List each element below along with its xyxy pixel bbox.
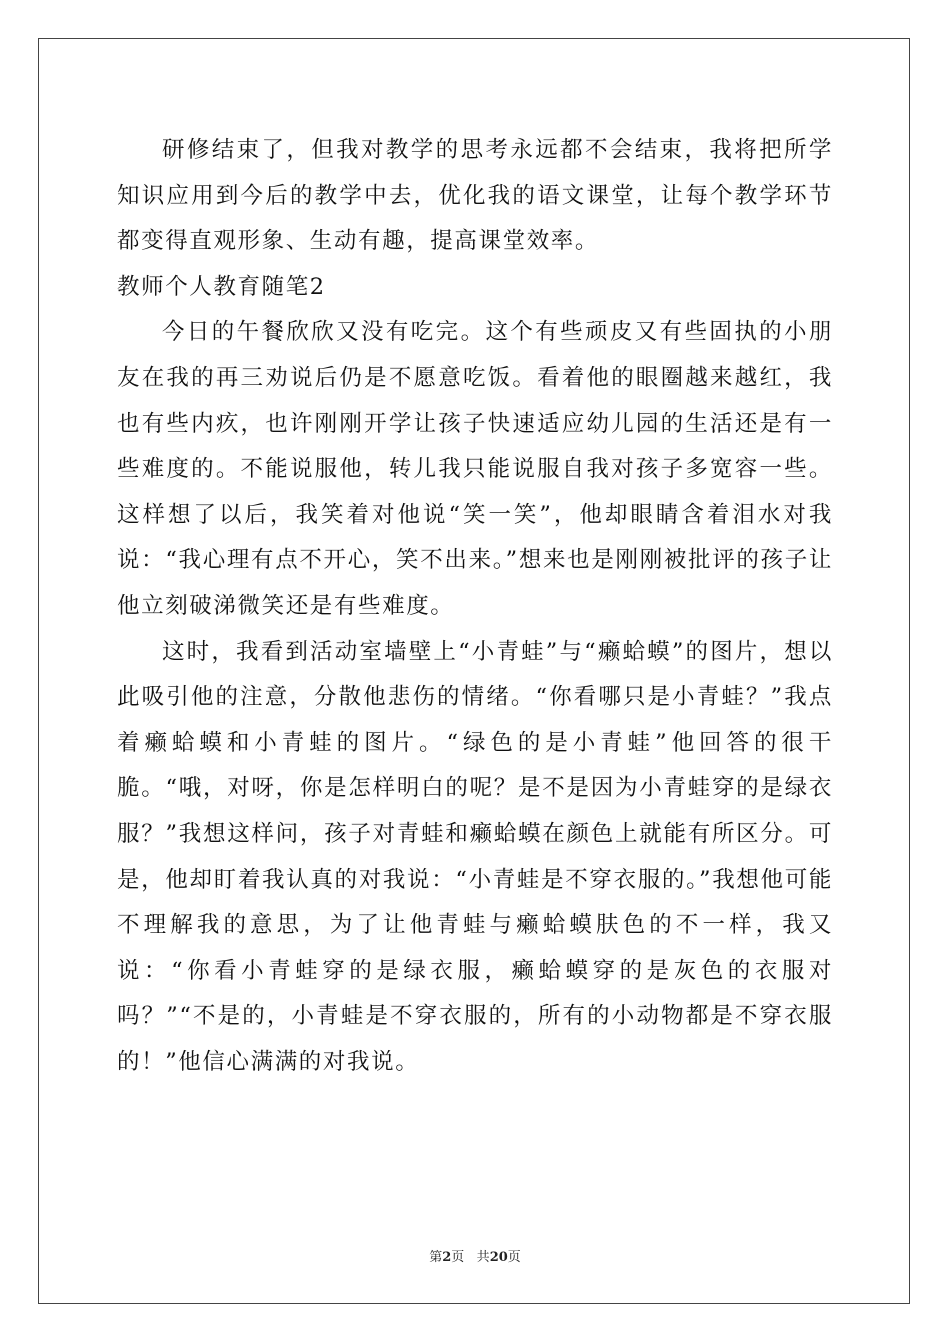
paragraph-1: 研修结束了，但我对教学的思考永远都不会结束，我将把所学知识应用到今后的教学中去，优化我的语文课堂，让每个教学环节都变得直观形象、生动有趣，提高课堂效率。	[117, 137, 833, 255]
paragraph-2: 今日的午餐欣欣又没有吃完。这个有些顽皮又有些固执的小朋友在我的再三劝说后仍是不愿意吃饭。看着他的眼圈越来越红，我也有些内疚，也许刚刚开学让孩子快速适应幼儿园的生活还是有一些难度的。不能说服他，转儿我只能说服自我对孩子多宽容一些。这样想了以后，我笑着对他说“笑一笑”，他却眼睛含着泪水对我说：“我心理有点不开心，笑不出来。”想来也是刚刚被批评的孩子让他立刻破涕微笑还是有些难度。	[117, 319, 833, 619]
page-prefix: 第	[429, 1250, 443, 1265]
page-number: 2	[442, 1250, 452, 1265]
section-heading: 教师个人教育随笔2	[117, 273, 326, 300]
total-prefix: 共	[476, 1250, 490, 1265]
page-suffix: 页	[451, 1250, 465, 1265]
total-suffix: 页	[507, 1250, 521, 1265]
total-pages: 20	[489, 1250, 508, 1265]
page-footer	[0, 1246, 950, 1265]
document-body	[117, 128, 833, 1085]
paragraph-3: 这时，我看到活动室墙壁上“小青蛙”与“癞蛤蟆”的图片，想以此吸引他的注意，分散他悲伤的情绪。“你看哪只是小青蛙？”我点着癞蛤蟆和小青蛙的图片。“绿色的是小青蛙”他回答的很干脆。“哦，对呀，你是怎样明白的呢？是不是因为小青蛙穿的是绿衣服？”我想这样问，孩子对青蛙和癞蛤蟆在颜色上就能有所区分。可是，他却盯着我认真的对我说：“小青蛙是不穿衣服的。”我想他可能不理解我的意思，为了让他青蛙与癞蛤蟆肤色的不一样，我又说：“你看小青蛙穿的是绿衣服，癞蛤蟆穿的是灰色的衣服对吗？”“不是的，小青蛙是不穿衣服的，所有的小动物都是不穿衣服的！”他信心满满的对我说。	[117, 638, 833, 1075]
